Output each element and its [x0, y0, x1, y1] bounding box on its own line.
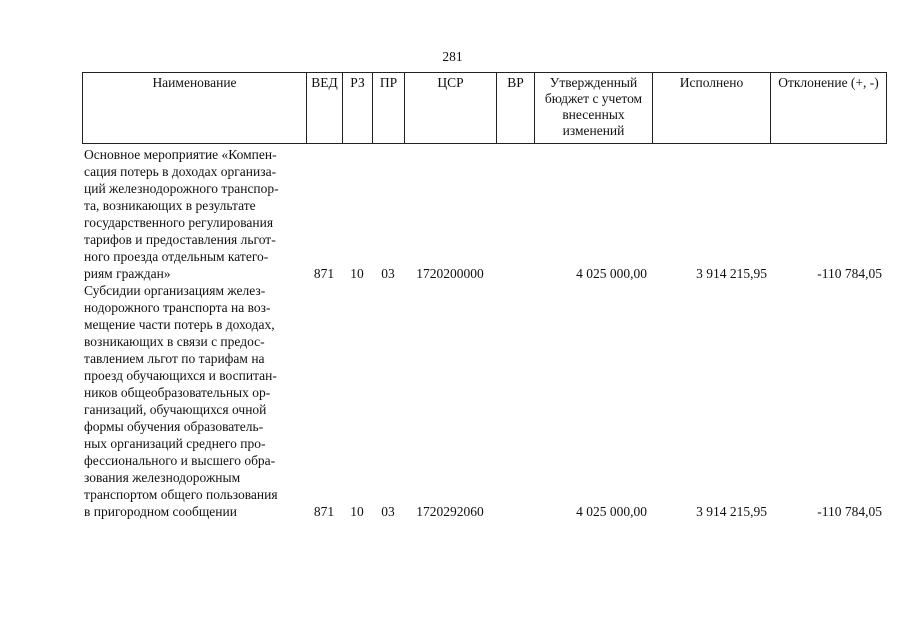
- column-header-pr: ПР: [373, 73, 405, 144]
- column-header-vr: ВР: [497, 73, 535, 144]
- row-ved: 871: [313, 266, 335, 281]
- row-csr: 1720292060: [416, 504, 484, 519]
- row-budget: 4 025 000,00: [576, 266, 647, 281]
- column-header-name: Наименование: [83, 73, 307, 144]
- column-header-executed: Исполнено: [653, 73, 771, 144]
- column-header-budget: Утвержденный бюджет с учетом внесенных изменений: [535, 73, 653, 144]
- row-executed: 3 914 215,95: [696, 504, 767, 519]
- row-pr: 03: [381, 504, 395, 519]
- row-deviation: -110 784,05: [817, 266, 882, 281]
- column-header-rz: РЗ: [343, 73, 373, 144]
- row-rz: 10: [350, 266, 364, 281]
- row-deviation: -110 784,05: [817, 504, 882, 519]
- row-budget: 4 025 000,00: [576, 504, 647, 519]
- column-header-deviation: Отклонение (+, -): [771, 73, 887, 144]
- row-executed: 3 914 215,95: [696, 266, 767, 281]
- table-header: [82, 72, 887, 144]
- row-name: Субсидии организациям желез- нодорожного транспорта на воз- мещение части потерь в доходах, возникающих в связи с предос- тавлением льгот по тарифам на проезд обучающихся и воспитан- ников общеобразовательных ор- ганизаций, обучающихся очной формы обучения образователь- ных организаций среднего про- фессионального и высшего обра- зования железнодорожным транспортом общего пользования в пригородном сообщении: [84, 283, 278, 519]
- row-name: Основное мероприятие «Компен- сация потерь в доходах организа- ций железнодорожного транспор- та, возникающих в результате государственного регулирования тарифов и предоставления льгот- ного проезда отдельным катего- риям граждан»: [84, 147, 279, 281]
- row-csr: 1720200000: [416, 266, 484, 281]
- row-rz: 10: [350, 504, 364, 519]
- column-header-ved: ВЕД: [307, 73, 343, 144]
- row-ved: 871: [313, 504, 335, 519]
- column-header-csr: ЦСР: [405, 73, 497, 144]
- row-pr: 03: [381, 266, 395, 281]
- page-number: 281: [442, 49, 463, 64]
